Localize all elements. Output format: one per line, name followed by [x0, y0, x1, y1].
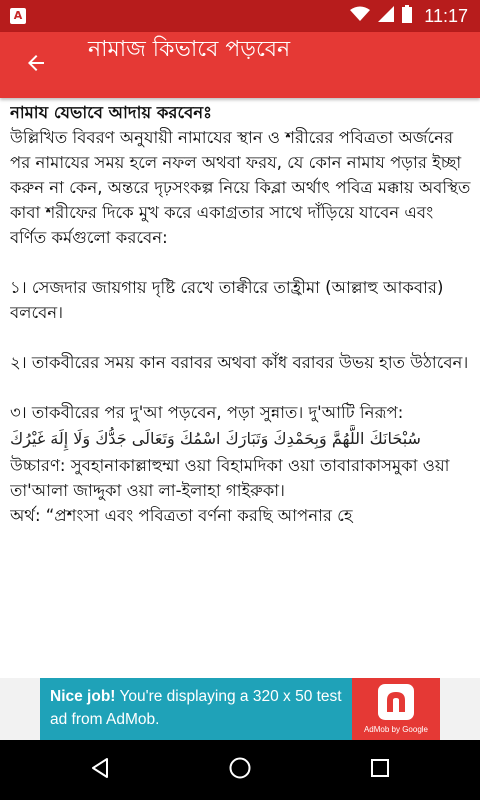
nav-home-button[interactable]: [210, 750, 270, 790]
article-content[interactable]: [10, 100, 472, 678]
arrow-back-icon: [24, 51, 48, 79]
admob-logo: [352, 678, 440, 740]
cellular-signal-icon: [378, 6, 394, 26]
admob-logo-icon: [378, 684, 414, 720]
status-time: 11:17: [424, 5, 468, 26]
wifi-icon: [350, 6, 370, 26]
recents-square-icon: [368, 756, 392, 784]
admob-caption: AdMob by Google: [363, 725, 429, 734]
status-bar: [0, 0, 480, 32]
ad-container: [0, 678, 480, 740]
arabic-dua: سُبْحَانَكَ اللَّهُمَّ وَبِحَمْدِكَ وَتَبَارَكَ اسْمُكَ وَتَعَالَى جَدُّكَ وَلَا إِلَهَ غَيْرُكَ: [10, 429, 421, 448]
back-triangle-icon: [88, 756, 112, 784]
ad-bold-text: Nice job!: [50, 688, 116, 705]
page-title: নামাজ কিভাবে পড়বেন: [88, 37, 291, 62]
step-3-paragraph: ৩। তাকবীরের পর দু'আ পড়বেন, পড়া সুন্নাত। দু'আটি নিরূপ:: [10, 403, 404, 422]
nav-back-button[interactable]: [70, 750, 130, 790]
app-bar: [0, 32, 480, 98]
section-heading: নামায যেভাবে আদায় করবেনঃ: [10, 103, 212, 122]
nav-recents-button[interactable]: [350, 750, 410, 790]
pronunciation-paragraph: উচ্চারণ: সুবহানাকাল্লাহুম্মা ওয়া বিহামদিকা ওয়া তাবারাকাসমুকা ওয়া তা'আলা জাদ্দুকা ওয়া লা-ইলাহা গাইরুকা।: [10, 456, 450, 500]
back-button[interactable]: [12, 41, 60, 89]
step-2-paragraph: ২। তাকবীরের সময় কান বরাবর অথবা কাঁধ বরাবর উভয় হাত উঠাবেন।: [10, 353, 469, 372]
status-icons: [350, 0, 468, 32]
intro-paragraph: উল্লিখিত বিবরণ অনুযায়ী নামাযের স্থান ও শরীরের পবিত্রতা অর্জনের পর নামাযের সময় হলে নফল অথবা ফরয, যে কোন নামায পড়ার ইচ্ছা করুন না কেন, অন্তরে দৃঢ়সংকল্প নিয়ে কিব্লা অর্থাৎ পবিত্র মক্কায় অবস্থিত কাবা শরীফের দিকে মুখ করে একাগ্রতার সাথে দাঁড়িয়ে যাবেন এবং বর্ণিত কর্মগুলো করবেন:: [10, 128, 471, 247]
battery-icon: [402, 5, 412, 27]
meaning-paragraph: অর্থ: “প্রশংসা এবং পবিত্রতা বর্ণনা করছি আপনার হে: [10, 506, 353, 525]
notification-app-icon: A: [10, 8, 26, 24]
system-navigation-bar: [0, 740, 480, 800]
ad-body-text: You're displaying a 320 x 50 test ad from AdMob.: [50, 688, 342, 728]
test-ad-banner[interactable]: [40, 678, 440, 740]
step-1-paragraph: ১। সেজদার জায়গায় দৃষ্টি রেখে তাক্বীরে তাহ্রীমা (আল্লাহু আকবার) বলবেন।: [10, 278, 444, 322]
home-circle-icon: [228, 756, 252, 784]
ad-text: [50, 685, 350, 731]
